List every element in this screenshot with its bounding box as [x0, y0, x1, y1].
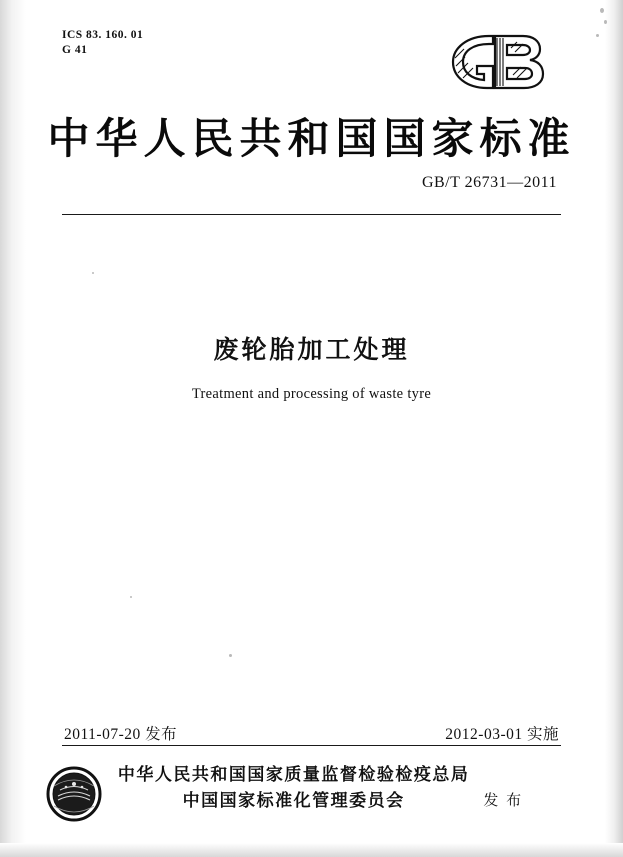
divider-top	[62, 214, 561, 215]
document-title-english: Treatment and processing of waste tyre	[191, 386, 432, 402]
page-title: 中华人民共和国国家标准	[47, 117, 576, 163]
issuer-footer	[0, 762, 623, 814]
ics-classification-block	[62, 28, 143, 58]
standard-number: GB/T 26731—2011	[421, 174, 557, 191]
scan-speck	[596, 34, 599, 37]
issuer-names	[118, 762, 470, 814]
ics-code: ICS 83. 160. 01	[62, 29, 144, 41]
divider-bottom	[62, 745, 561, 746]
scan-speck	[604, 20, 607, 24]
issue-date: 2011-07-20 发布	[64, 726, 178, 743]
scan-speck	[600, 8, 604, 13]
scan-speck	[229, 654, 232, 657]
gb-logo-icon	[437, 30, 557, 94]
scan-speck	[130, 596, 132, 598]
effective-date: 2012-03-01 实施	[445, 726, 559, 743]
scan-edge-bottom	[0, 843, 623, 857]
issuer-line-2: 中国国家标准化管理委员会	[182, 791, 405, 810]
publish-label: 发 布	[483, 793, 524, 809]
issuer-line-1: 中华人民共和国国家质量监督检验检疫总局	[117, 765, 470, 784]
scan-speck	[92, 272, 94, 274]
document-title-chinese: 废轮胎加工处理	[213, 337, 410, 364]
classification-code: G 41	[62, 44, 88, 56]
